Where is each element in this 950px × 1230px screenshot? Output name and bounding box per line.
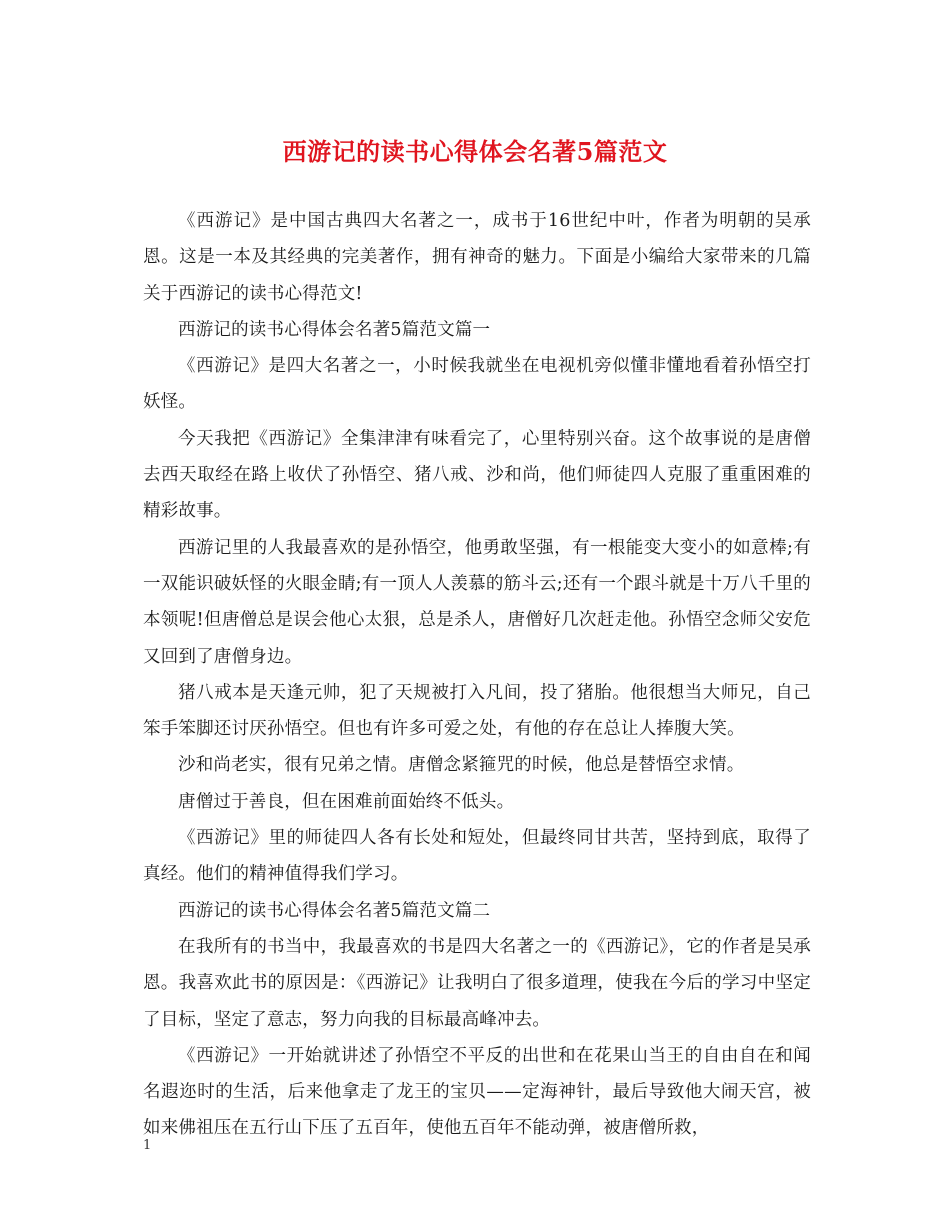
- paragraph: 唐僧过于善良，但在困难前面始终不低头。: [178, 791, 515, 812]
- section-heading-2: 西游记的读书心得体会名著5篇范文篇二: [178, 900, 491, 921]
- document-title: 西游记的读书心得体会名著5篇范文: [282, 137, 668, 166]
- document-body: [143, 203, 811, 1147]
- paragraph: 《西游记》是四大名著之一，小时候我就坐在电视机旁似懂非懂地看着孙悟空打妖怪。: [143, 356, 811, 413]
- paragraph: 沙和尚老实，很有兄弟之情。唐僧念紧箍咒的时候，他总是替悟空求情。: [178, 755, 745, 776]
- paragraph: 在我所有的书当中，我最喜欢的书是四大名著之一的《西游记》，它的作者是吴承恩。我喜欢此书的原因是：《西游记》让我明白了很多道理，使我在今后的学习中坚定了目标，坚定了意志，努力向我的目标最高峰冲去。: [143, 936, 811, 1030]
- paragraph: 今天我把《西游记》全集津津有味看完了，心里特别兴奋。这个故事说的是唐僧去西天取经在路上收伏了孙悟空、猪八戒、沙和尚，他们师徒四人克服了重重困难的精彩故事。: [143, 428, 811, 522]
- paragraph: 《西游记》一开始就讲述了孙悟空不平反的出世和在花果山当王的自由自在和闻名遐迩时的生活，后来他拿走了龙王的宝贝——定海神针，最后导致他大闹天宫，被如来佛祖压在五行山下压了五百年，使他五百年不能动弹，被唐僧所救，: [143, 1045, 811, 1139]
- section-heading-1: 西游记的读书心得体会名著5篇范文篇一: [178, 319, 491, 340]
- paragraph: 《西游记》里的师徒四人各有长处和短处，但最终同甘共苦，坚持到底，取得了真经。他们的精神值得我们学习。: [143, 828, 811, 885]
- paragraph: 猪八戒本是天逢元帅，犯了天规被打入凡间，投了猪胎。他很想当大师兄，自己笨手笨脚还讨厌孙悟空。但也有许多可爱之处，有他的存在总让人捧腹大笑。: [143, 682, 811, 740]
- paragraph-intro: 《西游记》是中国古典四大名著之一，成书于16世纪中叶，作者为明朝的吴承恩。这是一本及其经典的完美著作，拥有神奇的魅力。下面是小编给大家带来的几篇关于西游记的读书心得范文!: [143, 211, 811, 304]
- page-number: 1: [143, 1138, 152, 1153]
- paragraph: 西游记里的人我最喜欢的是孙悟空，他勇敢坚强，有一根能变大变小的如意棒;有一双能识破妖怪的火眼金睛;有一顶人人羡慕的筋斗云;还有一个跟斗就是十万八千里的本领呢!但唐僧总是误会他心太狠，总是杀人，唐僧好几次赶走他。孙悟空念师父安危又回到了唐僧身边。: [143, 537, 811, 667]
